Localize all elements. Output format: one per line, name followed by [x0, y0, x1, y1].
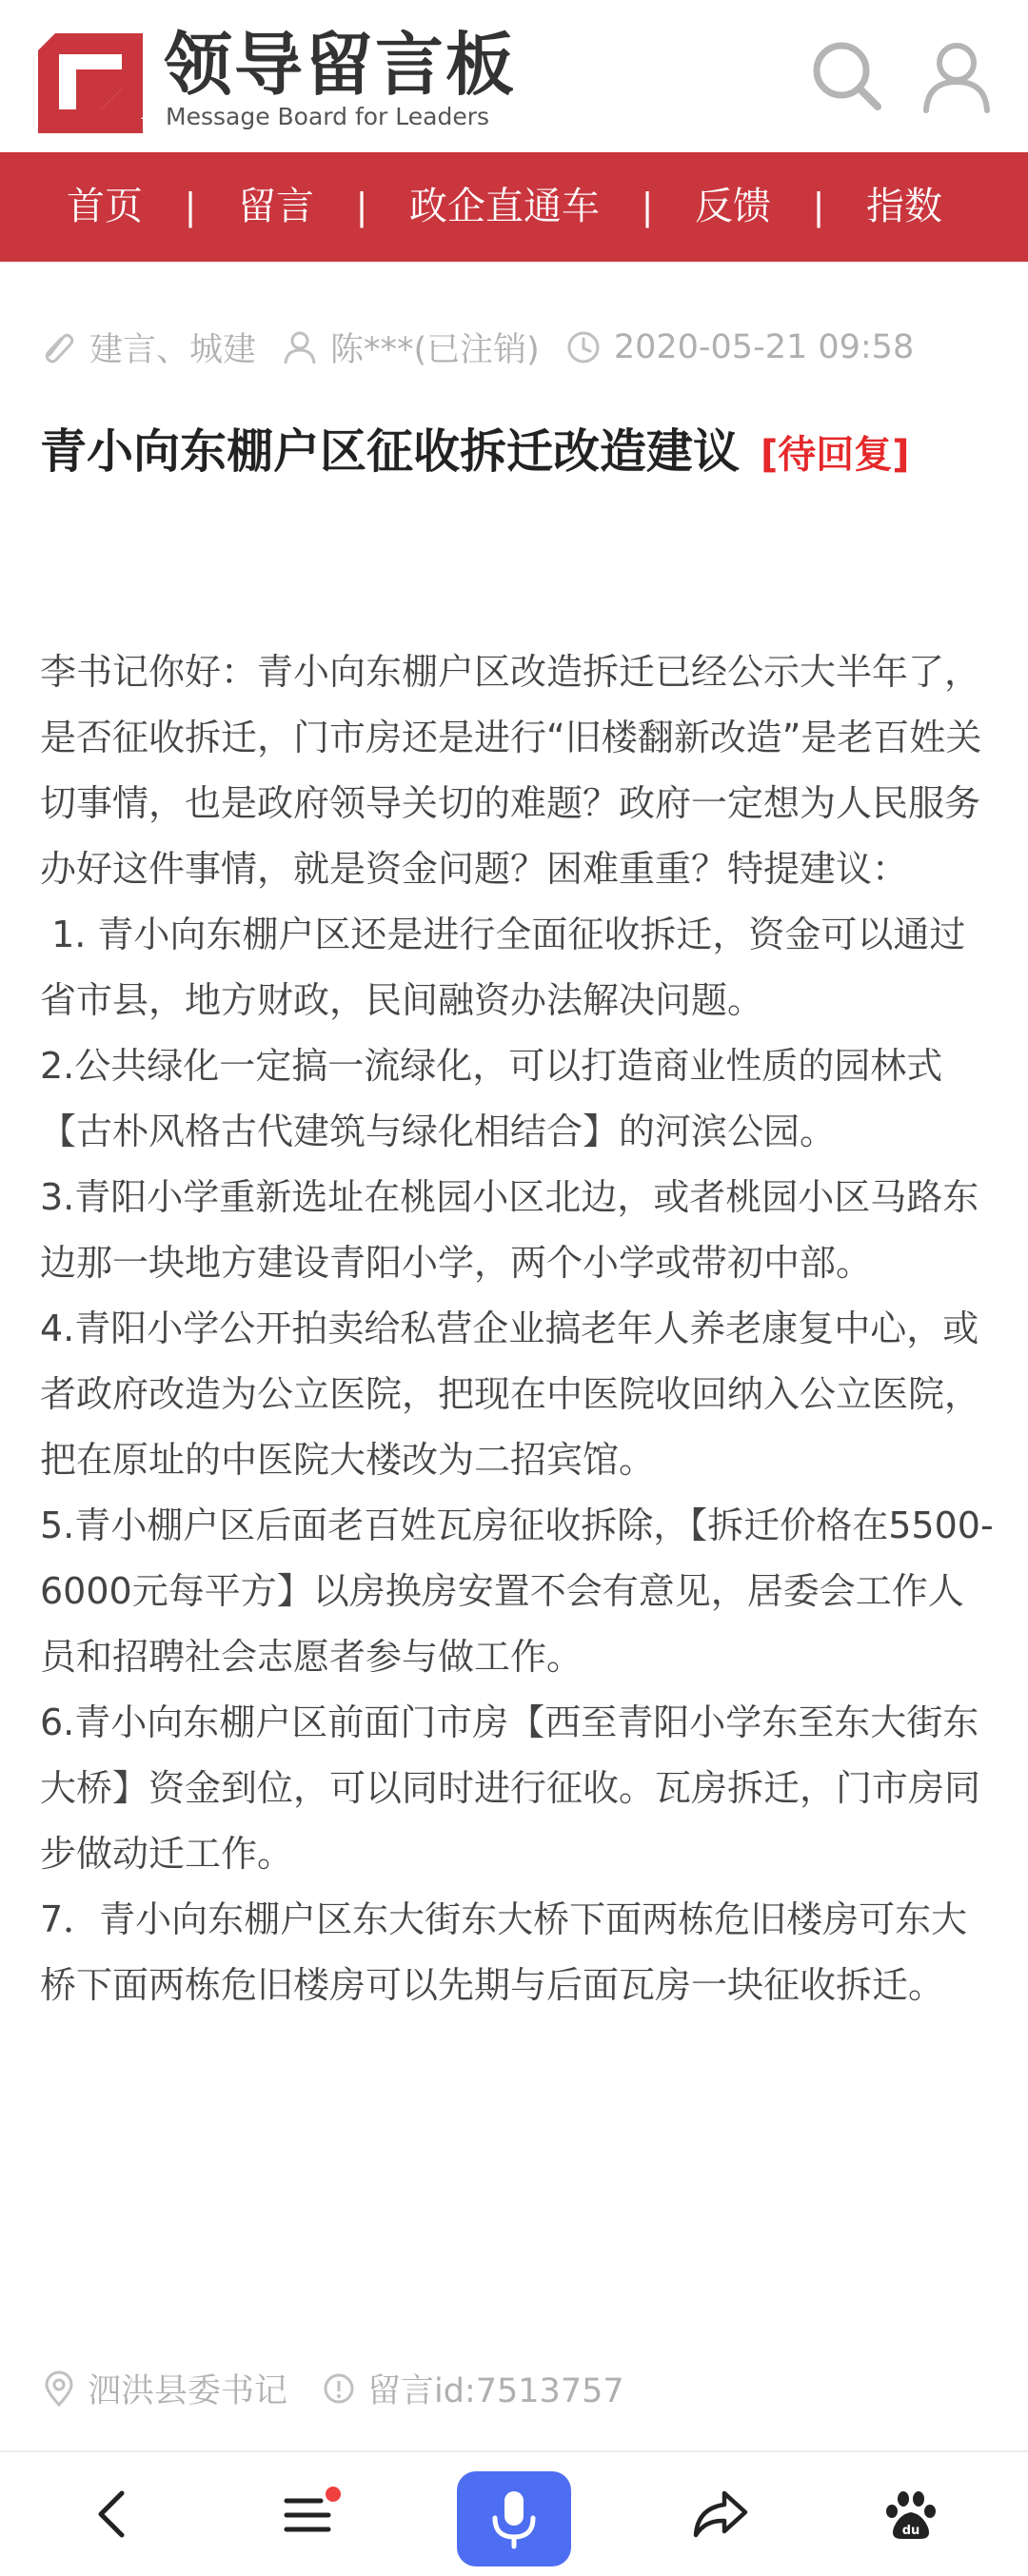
- post-title: 青小向东棚户区征收拆迁改造建议: [40, 424, 741, 479]
- notification-dot: [326, 2487, 341, 2502]
- nav-separator: |: [812, 186, 825, 227]
- tag-icon: [40, 328, 78, 366]
- recipient-label: 泗洪县委书记: [88, 2372, 288, 2410]
- info-icon: [320, 2370, 358, 2408]
- post-category: 建言、城建: [89, 331, 257, 369]
- post-paragraph: 3.青阳小学重新选址在桃园小区北边，或者桃园小区马路东边那一块地方建设青阳小学，两个小学或带初中部。: [40, 1176, 979, 1284]
- post-author: 陈***(已注销): [330, 331, 540, 369]
- app-header: [0, 0, 1028, 152]
- search-icon[interactable]: [809, 38, 885, 114]
- main-nav: [0, 152, 1028, 262]
- nav-item-messages[interactable]: 留言: [238, 185, 314, 228]
- brand-subtitle: Message Board for Leaders: [166, 103, 490, 130]
- post-paragraph: 1. 青小向东棚户区还是进行全面征收拆迁，资金可以通过省市县，地方财政，民间融资办法解决问题。: [40, 914, 966, 1021]
- voice-button[interactable]: [457, 2471, 571, 2566]
- nav-separator: |: [641, 186, 654, 227]
- bottom-toolbar: [0, 2450, 1028, 2576]
- post-meta: [40, 319, 992, 376]
- clock-icon: [564, 328, 603, 366]
- post-body: [40, 639, 997, 2018]
- post-paragraph: 4.青阳小学公开拍卖给私营企业搞老年人养老康复中心，或者政府改造为公立医院，把现在中医院收回纳入公立医院，把在原址的中医院大楼改为二招宾馆。: [40, 1308, 981, 1481]
- logo-icon: [38, 33, 143, 133]
- post-paragraph: 李书记你好：青小向东棚户区改造拆迁已经公示大半年了，是否征收拆迁，门市房还是进行“旧楼翻新改造”是老百姓关切事情，也是政府领导关切的难题？政府一定想为人民服务办好这件事情，就是资金问题？困难重重？特提建议：: [40, 651, 982, 890]
- back-icon: [86, 2486, 143, 2543]
- share-button[interactable]: [678, 2471, 763, 2557]
- brand-title: 领导留言板: [164, 25, 517, 105]
- post-title-row: [40, 419, 1001, 488]
- user-small-icon: [281, 328, 319, 366]
- post-paragraph: 5.青小棚户区后面老百姓瓦房征收拆除，【拆迁价格在5500-6000元每平方】以房换房安置不会有意见，居委会工作人员和招聘社会志愿者参与做工作。: [40, 1504, 994, 1678]
- post-footer: [40, 2360, 624, 2417]
- nav-separator: |: [355, 186, 368, 227]
- user-icon[interactable]: [919, 38, 995, 114]
- post-paragraph: 7．青小向东棚户区东大街东大桥下面两栋危旧楼房可东大桥下面两栋危旧楼房可以先期与后面瓦房一块征收拆迁。: [40, 1898, 968, 2006]
- status-badge: [待回复]: [761, 433, 910, 477]
- microphone-icon: [485, 2486, 543, 2552]
- baidu-button[interactable]: [868, 2471, 954, 2557]
- post-paragraph: 6.青小向东棚户区前面门市房【西至青阳小学东至东大街东大桥】资金到位，可以同时进行征收。瓦房拆迁，门市房同步做动迁工作。: [40, 1701, 981, 1875]
- message-id: 留言id:7513757: [367, 2372, 624, 2410]
- back-button[interactable]: [71, 2471, 157, 2557]
- post-time: 2020-05-21 09:58: [613, 328, 915, 366]
- nav-item-index[interactable]: 指数: [866, 185, 942, 228]
- menu-button[interactable]: [265, 2471, 350, 2557]
- baidu-paw-icon: [882, 2486, 939, 2543]
- post-paragraph: 2.公共绿化一定搞一流绿化，可以打造商业性质的园林式【古朴风格古代建筑与绿化相结合】的河滨公园。: [40, 1045, 943, 1152]
- share-icon: [690, 2486, 751, 2543]
- svg-text:du: du: [901, 2524, 920, 2538]
- nav-item-home[interactable]: 首页: [67, 185, 143, 228]
- nav-item-enterprise[interactable]: 政企直通车: [409, 185, 600, 228]
- location-icon: [40, 2370, 78, 2408]
- nav-separator: |: [184, 186, 197, 227]
- nav-item-feedback[interactable]: 反馈: [695, 185, 771, 228]
